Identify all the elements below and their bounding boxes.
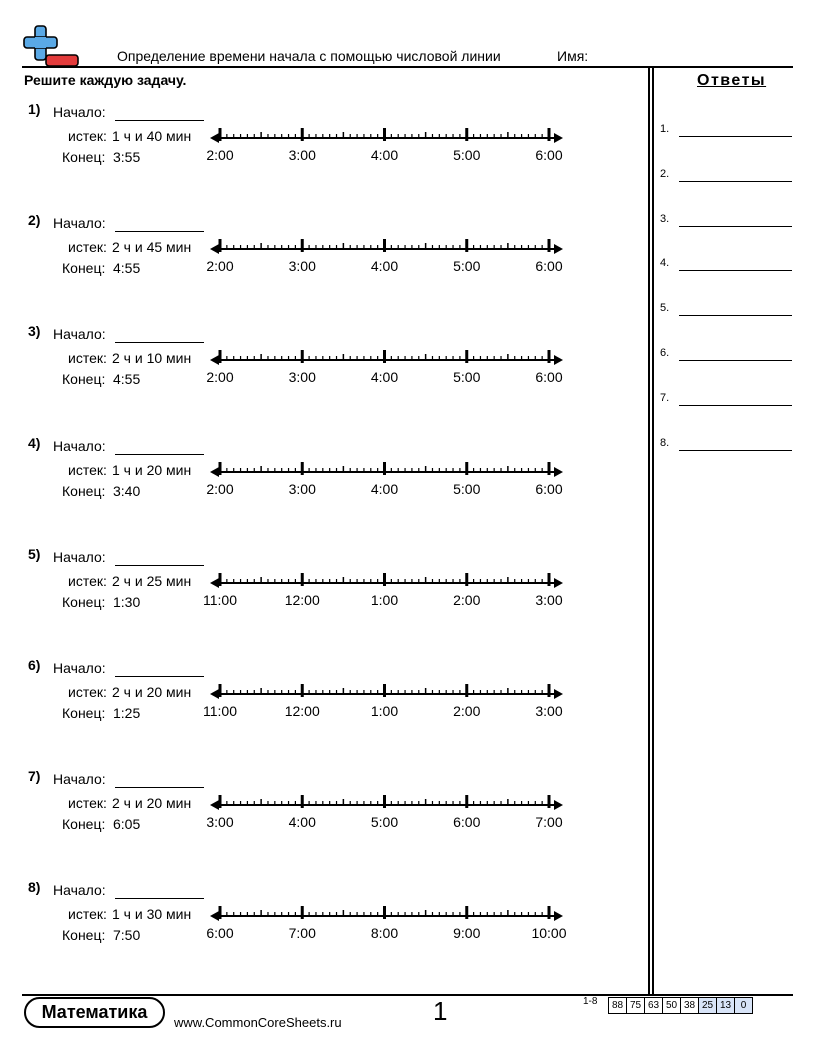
answer-blank-line[interactable] (679, 360, 792, 361)
answer-number: 1. (660, 123, 670, 135)
answer-blank-line[interactable] (679, 181, 792, 182)
start-answer-line[interactable] (115, 565, 204, 566)
footer-divider (22, 994, 793, 996)
problem-1 (0, 101, 640, 181)
answer-number: 3. (660, 212, 670, 225)
tick-label: 5:00 (453, 258, 481, 275)
logo-icon (22, 25, 80, 69)
tick-label: 2:00 (206, 480, 234, 497)
arrow-right-icon (554, 578, 563, 588)
tick-label: 5:00 (453, 369, 481, 386)
start-answer-line[interactable] (115, 676, 204, 677)
arrow-right-icon (554, 244, 563, 254)
tick-label: 1:00 (370, 703, 399, 719)
elapsed-label: истек: (68, 795, 107, 812)
end-label: Конец: (62, 816, 106, 833)
score-cell: 63 (645, 998, 663, 1014)
arrow-right-icon (554, 800, 563, 810)
end-value: 7:50 (113, 927, 141, 944)
answer-column-divider-left (648, 66, 650, 995)
tick-label: 2:00 (206, 369, 234, 386)
start-label: Начало: (53, 548, 106, 565)
end-label: Конец: (62, 149, 106, 165)
start-label: Начало: (53, 660, 106, 676)
tick-label: 1:00 (370, 591, 399, 608)
arrow-left-icon (210, 244, 219, 254)
elapsed-value: 2 ч и 10 мин (112, 350, 192, 367)
tick-label: 7:00 (535, 814, 563, 831)
score-cell: 38 (681, 998, 699, 1014)
arrow-right-icon (554, 911, 563, 921)
end-value: 3:40 (113, 482, 141, 499)
answer-slot[interactable] (660, 392, 800, 408)
end-value: 4:55 (113, 260, 141, 277)
problem-number: 2) (28, 212, 41, 229)
tick-label: 2:00 (206, 147, 234, 163)
answer-blank-line[interactable] (679, 315, 792, 316)
answer-slot[interactable] (660, 213, 800, 229)
tick-label: 5:00 (370, 814, 399, 831)
number-line (206, 901, 570, 947)
tick-label: 5:00 (453, 147, 481, 163)
answer-number: 2. (660, 167, 670, 180)
tick-label: 4:00 (288, 814, 316, 831)
tick-label: 4:00 (370, 369, 399, 386)
tick-label: 3:00 (206, 814, 234, 831)
answer-slot[interactable] (660, 168, 800, 184)
elapsed-label: истек: (68, 461, 107, 478)
elapsed-label: истек: (68, 239, 107, 256)
tick-label: 2:00 (453, 703, 481, 719)
elapsed-value: 2 ч и 20 мин (112, 684, 192, 700)
site-url[interactable]: www.CommonCoreSheets.ru (174, 1015, 342, 1030)
end-value: 3:55 (113, 149, 141, 165)
start-answer-line[interactable] (115, 120, 204, 121)
arrow-left-icon (210, 578, 219, 588)
score-table (608, 997, 753, 1014)
tick-label: 12:00 (284, 703, 320, 719)
arrow-left-icon (210, 355, 219, 365)
problem-5 (0, 546, 640, 626)
score-cell: 75 (627, 998, 645, 1014)
instructions: Решите каждую задачу. (24, 72, 187, 88)
answer-column-divider-right (652, 66, 654, 995)
end-label: Конец: (62, 927, 106, 944)
elapsed-value: 2 ч и 20 мин (112, 795, 192, 812)
tick-label: 3:00 (288, 480, 316, 497)
answers-title: Ответы (697, 72, 767, 89)
tick-label: 6:00 (206, 925, 234, 942)
problem-number: 4) (28, 434, 41, 451)
worksheet-title: Определение времени начала с помощью числовой линии (117, 48, 501, 64)
answer-blank-line[interactable] (679, 136, 792, 137)
start-answer-line[interactable] (115, 898, 204, 899)
tick-label: 3:00 (535, 703, 563, 719)
tick-label: 6:00 (535, 369, 563, 386)
start-answer-line[interactable] (115, 231, 204, 232)
end-label: Конец: (62, 260, 106, 277)
start-label: Начало: (53, 326, 106, 343)
problem-2 (0, 212, 640, 292)
answer-slot[interactable] (660, 302, 800, 318)
answer-blank-line[interactable] (679, 450, 792, 451)
answer-number: 7. (660, 391, 670, 404)
tick-label: 6:00 (535, 480, 563, 497)
elapsed-label: истек: (68, 572, 107, 589)
answer-blank-line[interactable] (679, 270, 792, 271)
answer-number: 5. (660, 302, 670, 315)
problem-4 (0, 435, 640, 515)
end-label: Конец: (62, 482, 106, 499)
number-line (203, 679, 570, 725)
number-line (206, 345, 570, 391)
answer-slot[interactable] (660, 257, 800, 273)
elapsed-value: 2 ч и 25 мин (112, 572, 192, 589)
problem-6 (0, 657, 640, 737)
tick-label: 10:00 (531, 925, 567, 942)
answer-blank-line[interactable] (679, 226, 792, 227)
answer-slot[interactable] (660, 437, 800, 453)
elapsed-label: истек: (68, 128, 107, 144)
tick-label: 3:00 (288, 258, 316, 275)
number-line (203, 568, 570, 614)
problem-number: 7) (28, 768, 41, 785)
start-label: Начало: (53, 104, 106, 120)
answer-number: 8. (660, 436, 670, 449)
problem-3 (0, 323, 640, 403)
elapsed-label: истек: (68, 906, 107, 923)
arrow-right-icon (554, 355, 563, 365)
end-label: Конец: (62, 593, 106, 610)
problem-number: 5) (28, 545, 41, 562)
start-answer-line[interactable] (115, 787, 204, 788)
start-answer-line[interactable] (115, 454, 204, 455)
end-value: 6:05 (113, 816, 141, 833)
name-label: Имя: (557, 48, 589, 64)
arrow-left-icon (210, 800, 219, 810)
arrow-left-icon (210, 689, 219, 699)
number-line (206, 790, 570, 836)
tick-label: 6:00 (535, 258, 563, 275)
tick-label: 9:00 (453, 925, 481, 942)
arrow-left-icon (210, 467, 219, 477)
score-cell: 50 (663, 998, 681, 1014)
tick-label: 8:00 (370, 925, 399, 942)
elapsed-value: 1 ч и 20 мин (112, 461, 192, 478)
elapsed-label: истек: (68, 684, 107, 700)
tick-label: 6:00 (453, 814, 481, 831)
problem-number: 1) (28, 101, 41, 117)
brand-badge: Математика (24, 997, 165, 1028)
header-divider (22, 66, 793, 68)
problem-8 (0, 879, 640, 959)
elapsed-label: истек: (68, 350, 107, 367)
arrow-right-icon (554, 689, 563, 699)
arrow-left-icon (210, 133, 219, 143)
tick-label: 4:00 (370, 258, 399, 275)
answer-number: 6. (660, 347, 670, 359)
end-value: 4:55 (113, 371, 141, 388)
start-label: Начало: (53, 771, 106, 788)
score-cell: 0 (735, 998, 753, 1014)
tick-label: 11:00 (203, 591, 237, 608)
arrow-right-icon (554, 467, 563, 477)
score-cell: 88 (609, 998, 627, 1014)
problem-7 (0, 768, 640, 848)
elapsed-value: 1 ч и 40 мин (112, 128, 192, 144)
tick-label: 2:00 (453, 591, 481, 608)
end-label: Конец: (62, 705, 106, 721)
end-value: 1:30 (113, 593, 141, 610)
tick-label: 3:00 (288, 147, 316, 163)
start-answer-line[interactable] (115, 342, 204, 343)
answer-number: 4. (660, 257, 670, 270)
tick-label: 11:00 (203, 703, 237, 719)
problem-number: 6) (28, 657, 41, 673)
arrow-right-icon (554, 133, 563, 143)
elapsed-value: 1 ч и 30 мин (112, 906, 192, 923)
score-range: 1-8 (583, 996, 598, 1007)
tick-label: 3:00 (288, 369, 316, 386)
tick-label: 5:00 (453, 480, 481, 497)
number-line (206, 457, 570, 503)
tick-label: 4:00 (370, 480, 399, 497)
page-number: 1 (433, 996, 448, 1026)
answer-slot[interactable] (660, 123, 800, 139)
elapsed-value: 2 ч и 45 мин (112, 239, 192, 256)
tick-label: 6:00 (535, 147, 563, 163)
end-value: 1:25 (113, 705, 141, 721)
start-label: Начало: (53, 882, 106, 899)
problem-number: 3) (28, 323, 41, 340)
number-line (206, 234, 570, 280)
answer-blank-line[interactable] (679, 405, 792, 406)
score-cell: 13 (717, 998, 735, 1014)
tick-label: 12:00 (284, 591, 320, 608)
start-label: Начало: (53, 215, 106, 232)
problem-number: 8) (28, 879, 41, 896)
score-cell: 25 (699, 998, 717, 1014)
tick-label: 7:00 (288, 925, 316, 942)
arrow-left-icon (210, 911, 219, 921)
tick-label: 2:00 (206, 258, 234, 275)
number-line (206, 123, 570, 169)
start-label: Начало: (53, 437, 106, 454)
end-label: Конец: (62, 371, 106, 388)
answer-slot[interactable] (660, 347, 800, 363)
tick-label: 4:00 (370, 147, 399, 163)
tick-label: 3:00 (535, 591, 563, 608)
